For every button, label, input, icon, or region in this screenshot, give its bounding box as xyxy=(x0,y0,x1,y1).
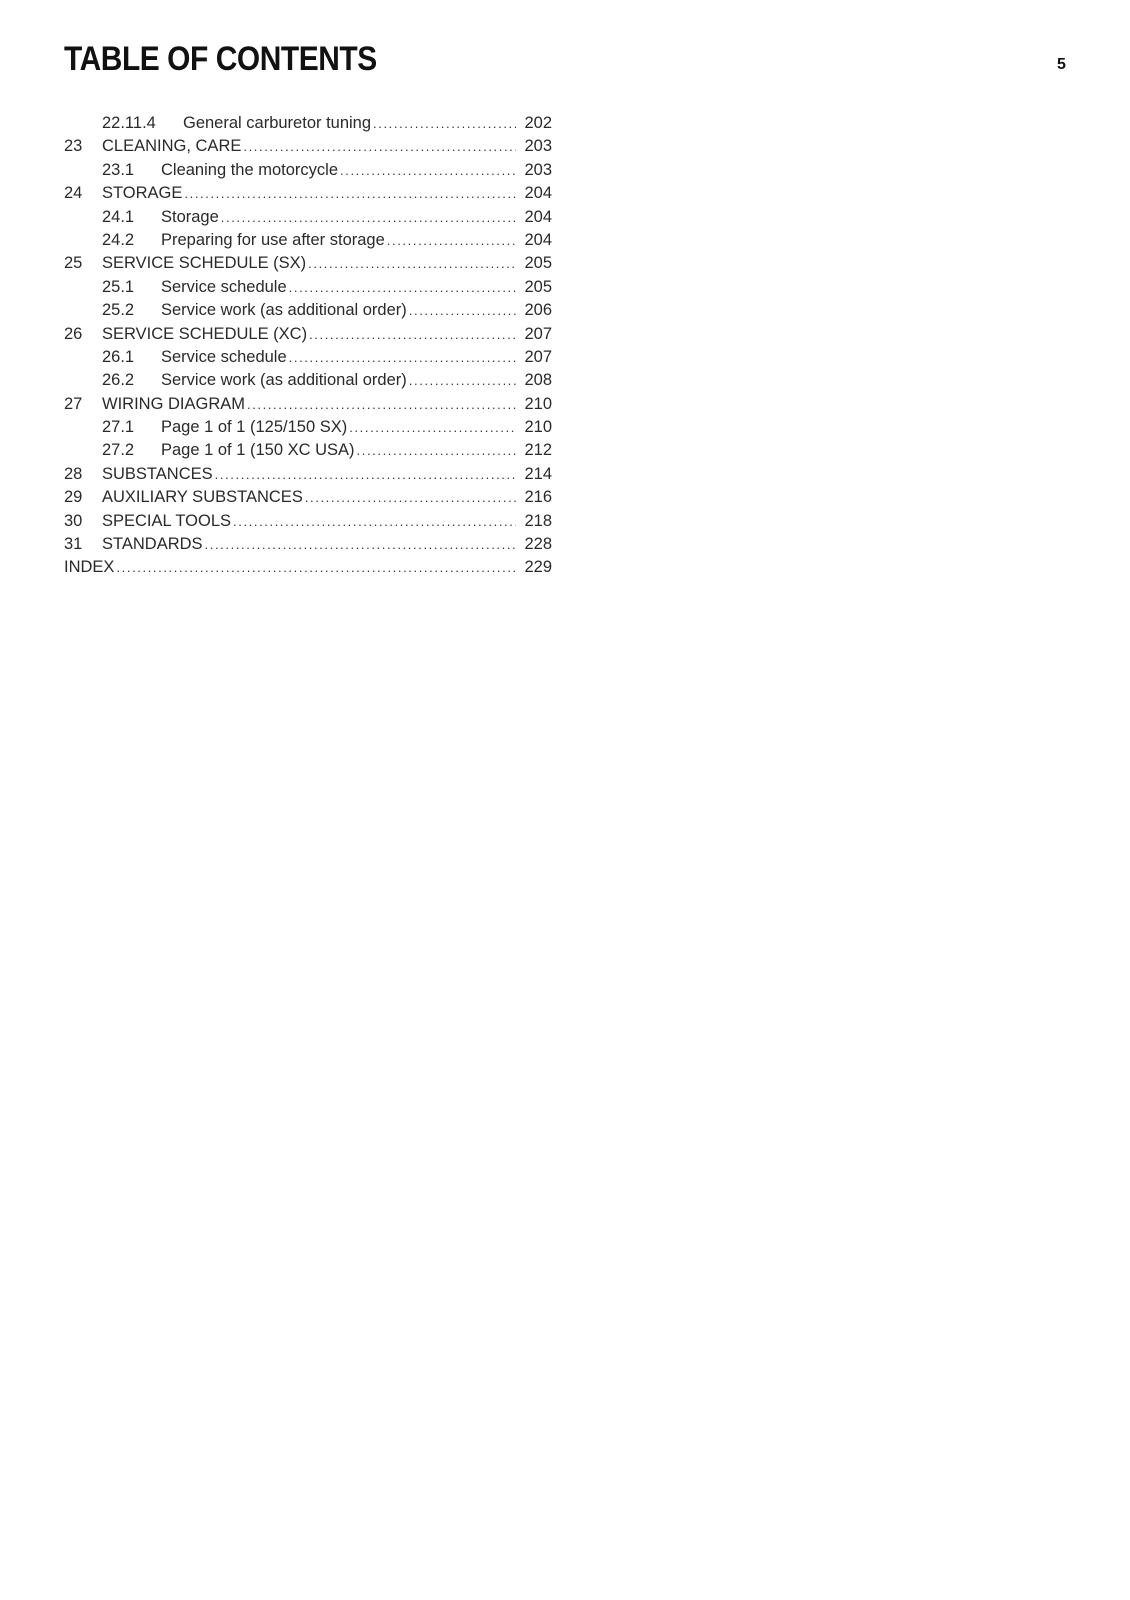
toc-entry-label: Page 1 of 1 (150 XC USA) xyxy=(161,441,355,460)
toc-entry[interactable] xyxy=(64,299,552,322)
toc-entry-number: 26.1 xyxy=(102,347,135,366)
toc-entry-label: WIRING DIAGRAM xyxy=(102,394,245,413)
toc-entry-label: Service schedule xyxy=(161,347,287,366)
toc-entry[interactable] xyxy=(64,486,552,509)
dot-leader xyxy=(340,159,516,182)
toc-entry-page: 208 xyxy=(524,371,552,390)
toc-entry-page: 204 xyxy=(524,184,552,203)
toc-entry-number: 25.1 xyxy=(102,277,135,296)
dot-leader xyxy=(409,299,516,322)
toc-entry-number: 30 xyxy=(64,511,83,530)
toc-entry[interactable] xyxy=(64,369,552,392)
toc-entry-page: 204 xyxy=(524,207,552,226)
toc-entry-page: 207 xyxy=(524,324,552,343)
toc-entry-number: 26.2 xyxy=(102,371,135,390)
dot-leader xyxy=(243,135,516,158)
toc-entry-label: Service schedule xyxy=(161,277,287,296)
page-title: TABLE OF CONTENTS xyxy=(64,40,377,78)
dot-leader xyxy=(247,393,516,416)
toc-entry-page: 229 xyxy=(524,558,552,577)
toc-entry-page: 210 xyxy=(524,418,552,437)
toc-entry[interactable] xyxy=(64,556,552,579)
toc-entry-page: 218 xyxy=(524,511,552,530)
toc-entry[interactable] xyxy=(64,533,552,556)
toc-entry-label: AUXILIARY SUBSTANCES xyxy=(102,488,303,507)
dot-leader xyxy=(373,112,516,135)
toc-entry[interactable] xyxy=(64,323,552,346)
toc-entry-label: Service work (as additional order) xyxy=(161,371,407,390)
toc-entry-number: 25 xyxy=(64,254,83,273)
toc-entry-page: 202 xyxy=(524,114,552,132)
dot-leader xyxy=(215,463,516,486)
toc-entry-number: 22.11.4 xyxy=(102,114,156,132)
toc-entry-number: 23.1 xyxy=(102,160,135,179)
toc-entry-number: 23 xyxy=(64,137,83,156)
toc-entry[interactable] xyxy=(64,439,552,462)
toc-entry-page: 214 xyxy=(524,464,552,483)
toc-entry-number: 24 xyxy=(64,184,83,203)
toc-entry[interactable] xyxy=(64,135,552,158)
toc-entry-number: 29 xyxy=(64,488,83,507)
toc-entry-label: STORAGE xyxy=(102,184,183,203)
dot-leader xyxy=(349,416,516,439)
dot-leader xyxy=(205,533,516,556)
toc-entry-label: SUBSTANCES xyxy=(102,464,213,483)
toc-entry-label: INDEX xyxy=(64,558,115,577)
toc-entry-page: 206 xyxy=(524,301,552,320)
toc-entry[interactable] xyxy=(64,159,552,182)
toc-entry-number: 27.1 xyxy=(102,418,135,437)
toc-entry[interactable] xyxy=(64,463,552,486)
toc-entry-page: 210 xyxy=(524,394,552,413)
toc-entry[interactable] xyxy=(64,252,552,275)
toc-entry-page: 204 xyxy=(524,230,552,249)
toc-entry-label: STANDARDS xyxy=(102,535,203,554)
toc-entry[interactable] xyxy=(64,112,552,135)
toc-entry-number: 25.2 xyxy=(102,301,135,320)
dot-leader xyxy=(289,346,516,369)
toc-entry-label: Page 1 of 1 (125/150 SX) xyxy=(161,418,348,437)
toc-entry[interactable] xyxy=(64,182,552,205)
toc-entry-label: Preparing for use after storage xyxy=(161,230,385,249)
toc-entry[interactable] xyxy=(64,346,552,369)
dot-leader xyxy=(116,556,516,579)
toc-entry-label: General carburetor tuning xyxy=(183,114,372,132)
dot-leader xyxy=(409,369,516,392)
toc-entry-page: 207 xyxy=(524,347,552,366)
toc-entry-number: 27.2 xyxy=(102,441,135,460)
toc-entry[interactable] xyxy=(64,416,552,439)
toc-entry-page: 203 xyxy=(524,137,552,156)
dot-leader xyxy=(289,276,516,299)
toc-entry[interactable] xyxy=(64,393,552,416)
toc-entry[interactable] xyxy=(64,229,552,252)
toc-entry-number: 24.1 xyxy=(102,207,135,226)
toc-entry-page: 203 xyxy=(524,160,552,179)
toc-entry-page: 212 xyxy=(524,441,552,460)
toc-entry-number: 27 xyxy=(64,394,83,413)
toc-entry-label: SERVICE SCHEDULE (XC) xyxy=(102,324,308,343)
toc-entry-page: 216 xyxy=(524,488,552,507)
dot-leader xyxy=(387,229,516,252)
toc-entry-label: Cleaning the motorcycle xyxy=(161,160,339,179)
table-of-contents xyxy=(64,112,552,580)
toc-entry[interactable] xyxy=(64,276,552,299)
toc-entry-label: Storage xyxy=(161,207,219,226)
page-number: 5 xyxy=(1057,56,1066,73)
toc-entry-label: CLEANING, CARE xyxy=(102,137,242,156)
toc-entry[interactable] xyxy=(64,206,552,229)
toc-entry-label: Service work (as additional order) xyxy=(161,301,407,320)
toc-entry-number: 24.2 xyxy=(102,230,135,249)
toc-entry-label: SPECIAL TOOLS xyxy=(102,511,232,530)
dot-leader xyxy=(308,252,516,275)
toc-entry-page: 228 xyxy=(524,535,552,554)
dot-leader xyxy=(184,182,516,205)
dot-leader xyxy=(357,439,516,462)
dot-leader xyxy=(309,323,516,346)
toc-entry-number: 26 xyxy=(64,324,83,343)
toc-entry-label: SERVICE SCHEDULE (SX) xyxy=(102,254,307,273)
toc-entry-number: 31 xyxy=(64,535,83,554)
toc-entry-page: 205 xyxy=(524,254,552,273)
toc-entry-number: 28 xyxy=(64,464,83,483)
dot-leader xyxy=(221,206,516,229)
dot-leader xyxy=(233,510,516,533)
toc-entry[interactable] xyxy=(64,510,552,533)
toc-entry-page: 205 xyxy=(524,277,552,296)
dot-leader xyxy=(305,486,516,509)
